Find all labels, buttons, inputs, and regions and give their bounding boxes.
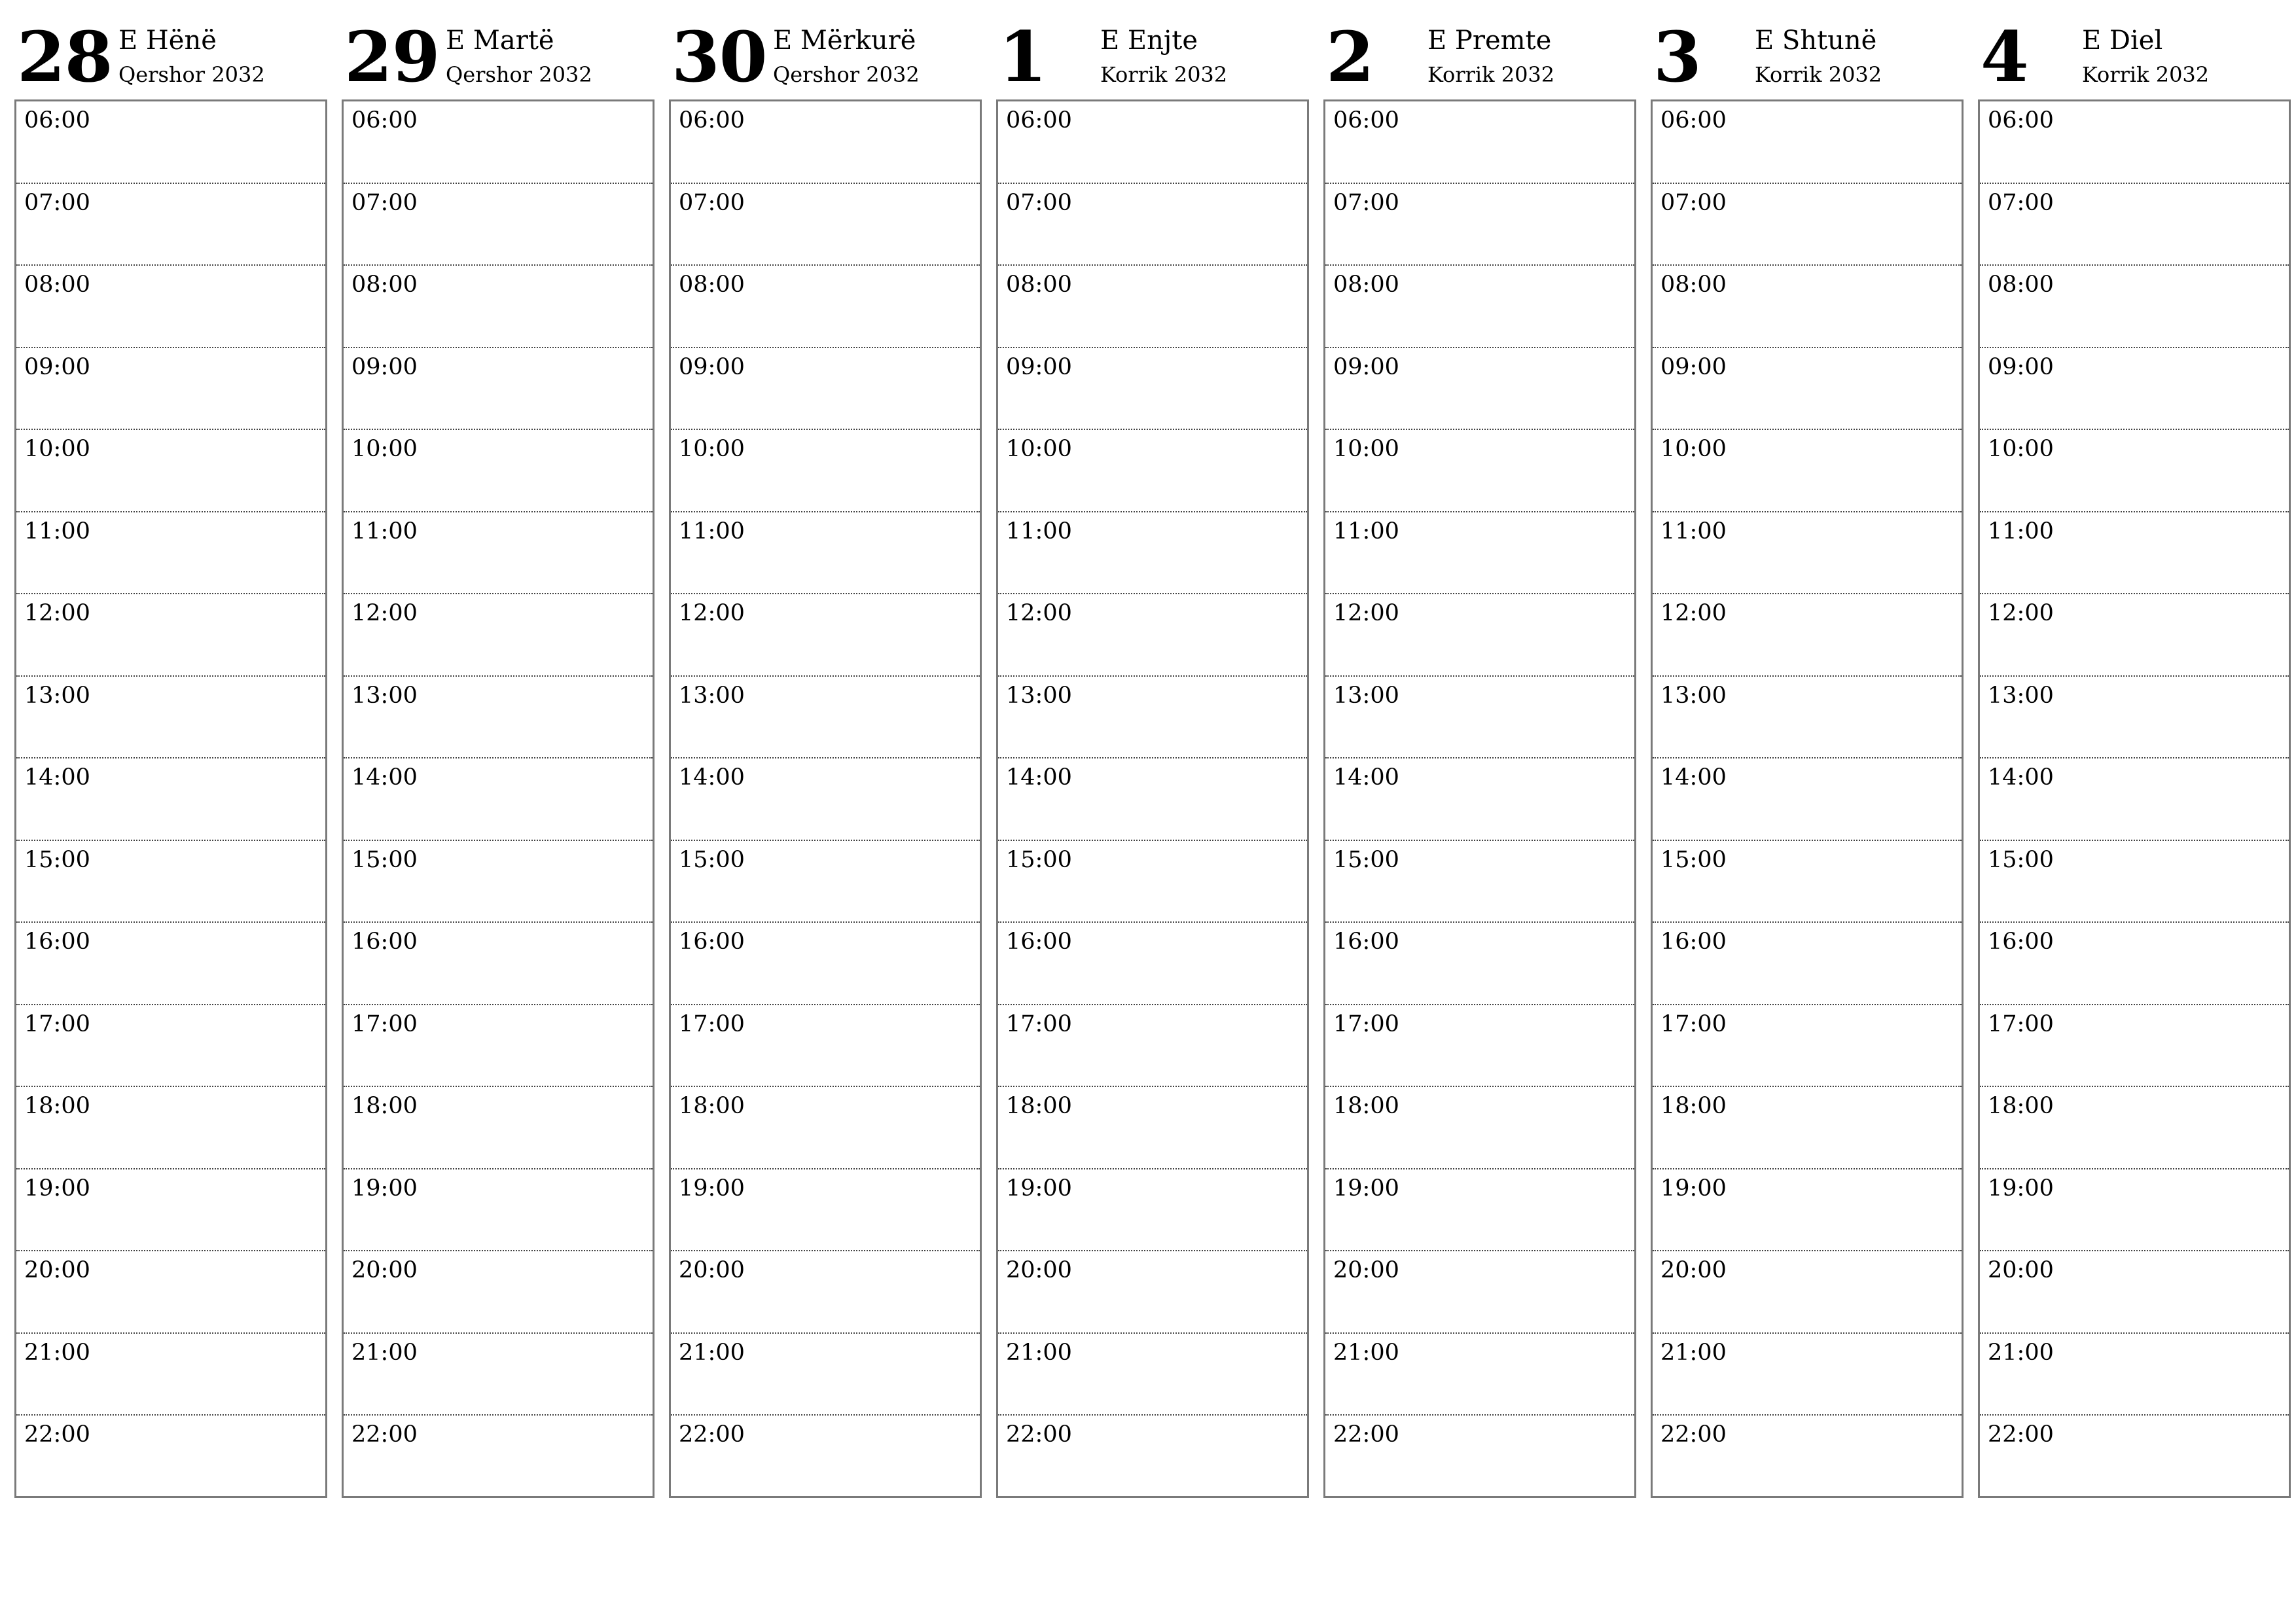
time-label: 13:00 xyxy=(1006,682,1072,709)
weekday-name: E Martë xyxy=(446,26,554,56)
time-label: 22:00 xyxy=(24,1421,90,1448)
time-slot[interactable] xyxy=(1980,512,2289,595)
time-label: 18:00 xyxy=(1660,1093,1727,1119)
time-slot[interactable] xyxy=(344,1334,653,1416)
time-label: 16:00 xyxy=(1006,929,1072,955)
time-slot[interactable] xyxy=(1325,594,1634,677)
time-label: 10:00 xyxy=(1660,436,1727,462)
day-column xyxy=(1978,0,2291,1498)
time-slot[interactable] xyxy=(671,430,980,512)
time-slot[interactable] xyxy=(1325,1169,1634,1252)
time-label: 09:00 xyxy=(1333,353,1399,380)
day-number: 30 xyxy=(672,16,767,98)
time-label: 15:00 xyxy=(24,846,90,873)
month-year: Korrik 2032 xyxy=(1755,62,1882,87)
time-label: 13:00 xyxy=(1988,682,2054,709)
time-slot[interactable] xyxy=(671,594,980,677)
time-label: 11:00 xyxy=(1988,518,2054,544)
time-slot[interactable] xyxy=(16,512,325,595)
time-slot[interactable] xyxy=(344,1169,653,1252)
time-slot[interactable] xyxy=(1980,1334,2289,1416)
time-slot[interactable] xyxy=(998,1087,1307,1169)
time-slot[interactable] xyxy=(1980,758,2289,841)
time-label: 18:00 xyxy=(351,1093,418,1119)
time-label: 18:00 xyxy=(24,1093,90,1119)
time-slot[interactable] xyxy=(344,758,653,841)
day-number: 1 xyxy=(999,16,1047,98)
time-slot[interactable] xyxy=(16,594,325,677)
time-label: 08:00 xyxy=(679,272,745,298)
time-label: 21:00 xyxy=(24,1339,90,1366)
time-label: 11:00 xyxy=(1333,518,1399,544)
hour-grid xyxy=(1651,99,1964,1498)
time-label: 11:00 xyxy=(1660,518,1727,544)
time-slot[interactable] xyxy=(671,1169,980,1252)
time-slot[interactable] xyxy=(671,266,980,348)
time-label: 07:00 xyxy=(1660,189,1727,216)
time-label: 20:00 xyxy=(679,1257,745,1283)
time-label: 10:00 xyxy=(24,436,90,462)
time-slot[interactable] xyxy=(344,512,653,595)
time-slot[interactable] xyxy=(344,677,653,759)
day-header xyxy=(1323,0,1636,99)
time-label: 06:00 xyxy=(1660,107,1727,134)
time-label: 19:00 xyxy=(1333,1175,1399,1202)
time-slot[interactable] xyxy=(1980,594,2289,677)
time-label: 17:00 xyxy=(679,1010,745,1037)
time-label: 10:00 xyxy=(1333,436,1399,462)
time-slot[interactable] xyxy=(16,758,325,841)
day-header xyxy=(1651,0,1964,99)
time-slot[interactable] xyxy=(671,841,980,923)
time-slot[interactable] xyxy=(998,1005,1307,1088)
time-slot[interactable] xyxy=(1653,758,1962,841)
time-label: 13:00 xyxy=(1333,682,1399,709)
time-label: 18:00 xyxy=(1988,1093,2054,1119)
time-label: 13:00 xyxy=(24,682,90,709)
time-label: 22:00 xyxy=(679,1421,745,1448)
time-slot[interactable] xyxy=(1653,1334,1962,1416)
hour-grid xyxy=(1323,99,1636,1498)
time-slot[interactable] xyxy=(1325,1005,1634,1088)
time-slot[interactable] xyxy=(344,1087,653,1169)
time-slot[interactable] xyxy=(1653,101,1962,184)
time-label: 12:00 xyxy=(679,600,745,626)
time-slot[interactable] xyxy=(671,101,980,184)
time-label: 18:00 xyxy=(679,1093,745,1119)
month-year: Qershor 2032 xyxy=(773,62,920,87)
day-column xyxy=(996,0,1309,1498)
time-slot[interactable] xyxy=(16,1251,325,1334)
time-slot[interactable] xyxy=(998,758,1307,841)
hour-grid xyxy=(996,99,1309,1498)
month-year: Qershor 2032 xyxy=(118,62,265,87)
time-label: 16:00 xyxy=(351,929,418,955)
time-slot[interactable] xyxy=(998,184,1307,266)
time-slot[interactable] xyxy=(344,101,653,184)
time-slot[interactable] xyxy=(1980,677,2289,759)
time-slot[interactable] xyxy=(16,348,325,431)
time-label: 15:00 xyxy=(351,846,418,873)
time-label: 20:00 xyxy=(1988,1257,2054,1283)
hour-grid xyxy=(1978,99,2291,1498)
day-header xyxy=(996,0,1309,99)
time-label: 15:00 xyxy=(1660,846,1727,873)
time-slot[interactable] xyxy=(998,266,1307,348)
time-slot[interactable] xyxy=(1980,348,2289,431)
time-slot[interactable] xyxy=(1325,101,1634,184)
day-column xyxy=(1651,0,1964,1498)
time-label: 16:00 xyxy=(1988,929,2054,955)
time-slot[interactable] xyxy=(1653,1251,1962,1334)
time-label: 13:00 xyxy=(351,682,418,709)
time-slot[interactable] xyxy=(1980,1005,2289,1088)
time-slot[interactable] xyxy=(344,1005,653,1088)
time-label: 21:00 xyxy=(351,1339,418,1366)
time-label: 06:00 xyxy=(1333,107,1399,134)
time-label: 12:00 xyxy=(24,600,90,626)
time-label: 08:00 xyxy=(351,272,418,298)
time-label: 17:00 xyxy=(351,1010,418,1037)
time-slot[interactable] xyxy=(1325,184,1634,266)
time-label: 20:00 xyxy=(24,1257,90,1283)
time-slot[interactable] xyxy=(1653,184,1962,266)
time-label: 18:00 xyxy=(1006,1093,1072,1119)
time-label: 07:00 xyxy=(1333,189,1399,216)
time-label: 19:00 xyxy=(1006,1175,1072,1202)
time-label: 06:00 xyxy=(1006,107,1072,134)
time-slot[interactable] xyxy=(998,1169,1307,1252)
time-slot[interactable] xyxy=(998,1251,1307,1334)
time-slot[interactable] xyxy=(671,348,980,431)
time-label: 10:00 xyxy=(351,436,418,462)
day-header xyxy=(1978,0,2291,99)
time-label: 11:00 xyxy=(24,518,90,544)
time-label: 20:00 xyxy=(1006,1257,1072,1283)
time-label: 06:00 xyxy=(24,107,90,134)
time-label: 21:00 xyxy=(679,1339,745,1366)
time-slot[interactable] xyxy=(344,923,653,1005)
time-label: 14:00 xyxy=(1660,764,1727,791)
month-year: Korrik 2032 xyxy=(1427,62,1555,87)
time-label: 12:00 xyxy=(1006,600,1072,626)
time-slot[interactable] xyxy=(1653,594,1962,677)
weekday-name: E Hënë xyxy=(118,26,217,56)
time-slot[interactable] xyxy=(1980,841,2289,923)
time-slot[interactable] xyxy=(1325,348,1634,431)
time-slot[interactable] xyxy=(16,1334,325,1416)
time-label: 15:00 xyxy=(679,846,745,873)
time-label: 21:00 xyxy=(1006,1339,1072,1366)
time-label: 21:00 xyxy=(1988,1339,2054,1366)
time-label: 07:00 xyxy=(679,189,745,216)
hour-grid xyxy=(342,99,655,1498)
time-label: 13:00 xyxy=(1660,682,1727,709)
time-slot[interactable] xyxy=(1325,1251,1634,1334)
day-column xyxy=(669,0,982,1498)
time-label: 20:00 xyxy=(351,1257,418,1283)
day-column xyxy=(1323,0,1636,1498)
time-label: 09:00 xyxy=(1006,353,1072,380)
time-label: 10:00 xyxy=(1988,436,2054,462)
time-slot[interactable] xyxy=(1325,758,1634,841)
time-label: 19:00 xyxy=(1660,1175,1727,1202)
time-label: 16:00 xyxy=(1660,929,1727,955)
time-label: 22:00 xyxy=(1006,1421,1072,1448)
time-slot[interactable] xyxy=(1980,101,2289,184)
time-slot[interactable] xyxy=(998,923,1307,1005)
time-label: 13:00 xyxy=(679,682,745,709)
time-label: 09:00 xyxy=(24,353,90,380)
time-slot[interactable] xyxy=(671,923,980,1005)
time-slot[interactable] xyxy=(671,1087,980,1169)
time-label: 18:00 xyxy=(1333,1093,1399,1119)
time-label: 22:00 xyxy=(1988,1421,2054,1448)
time-label: 14:00 xyxy=(351,764,418,791)
day-number: 28 xyxy=(17,16,113,98)
time-label: 08:00 xyxy=(1988,272,2054,298)
time-slot[interactable] xyxy=(1653,1087,1962,1169)
time-label: 17:00 xyxy=(1006,1010,1072,1037)
time-slot[interactable] xyxy=(671,512,980,595)
time-label: 22:00 xyxy=(351,1421,418,1448)
time-label: 19:00 xyxy=(24,1175,90,1202)
time-label: 07:00 xyxy=(351,189,418,216)
time-label: 21:00 xyxy=(1333,1339,1399,1366)
time-slot[interactable] xyxy=(998,348,1307,431)
time-label: 11:00 xyxy=(679,518,745,544)
weekly-planner xyxy=(14,0,2291,1498)
time-slot[interactable] xyxy=(1980,1251,2289,1334)
time-label: 12:00 xyxy=(1333,600,1399,626)
time-label: 11:00 xyxy=(1006,518,1072,544)
time-slot[interactable] xyxy=(16,677,325,759)
time-label: 19:00 xyxy=(351,1175,418,1202)
time-label: 09:00 xyxy=(1660,353,1727,380)
hour-grid xyxy=(669,99,982,1498)
time-label: 08:00 xyxy=(24,272,90,298)
hour-grid xyxy=(14,99,327,1498)
time-label: 17:00 xyxy=(24,1010,90,1037)
time-slot[interactable] xyxy=(1653,677,1962,759)
time-label: 08:00 xyxy=(1660,272,1727,298)
time-label: 14:00 xyxy=(24,764,90,791)
time-slot[interactable] xyxy=(16,1087,325,1169)
time-label: 19:00 xyxy=(679,1175,745,1202)
time-slot[interactable] xyxy=(1325,266,1634,348)
time-label: 07:00 xyxy=(24,189,90,216)
weekday-name: E Diel xyxy=(2082,26,2163,56)
time-label: 07:00 xyxy=(1988,189,2054,216)
time-slot[interactable] xyxy=(344,430,653,512)
time-label: 17:00 xyxy=(1988,1010,2054,1037)
time-label: 07:00 xyxy=(1006,189,1072,216)
time-label: 22:00 xyxy=(1660,1421,1727,1448)
time-label: 10:00 xyxy=(679,436,745,462)
time-label: 08:00 xyxy=(1333,272,1399,298)
time-slot[interactable] xyxy=(344,1251,653,1334)
time-label: 06:00 xyxy=(1988,107,2054,134)
time-label: 20:00 xyxy=(1660,1257,1727,1283)
time-label: 19:00 xyxy=(1988,1175,2054,1202)
month-year: Korrik 2032 xyxy=(1100,62,1228,87)
time-label: 14:00 xyxy=(679,764,745,791)
time-slot[interactable] xyxy=(16,923,325,1005)
time-slot[interactable] xyxy=(671,1251,980,1334)
time-slot[interactable] xyxy=(1325,430,1634,512)
time-label: 14:00 xyxy=(1988,764,2054,791)
time-slot[interactable] xyxy=(1653,512,1962,595)
time-label: 08:00 xyxy=(1006,272,1072,298)
time-slot[interactable] xyxy=(16,266,325,348)
time-label: 06:00 xyxy=(351,107,418,134)
weekday-name: E Mërkurë xyxy=(773,26,916,56)
day-header xyxy=(342,0,655,99)
day-number: 3 xyxy=(1653,16,1701,98)
time-slot[interactable] xyxy=(16,430,325,512)
time-label: 16:00 xyxy=(1333,929,1399,955)
time-label: 12:00 xyxy=(1660,600,1727,626)
time-label: 17:00 xyxy=(1660,1010,1727,1037)
time-slot[interactable] xyxy=(671,677,980,759)
time-slot[interactable] xyxy=(16,101,325,184)
time-slot[interactable] xyxy=(1980,184,2289,266)
time-label: 11:00 xyxy=(351,518,418,544)
time-slot[interactable] xyxy=(998,1334,1307,1416)
time-label: 15:00 xyxy=(1988,846,2054,873)
time-slot[interactable] xyxy=(998,101,1307,184)
time-slot[interactable] xyxy=(671,758,980,841)
weekday-name: E Premte xyxy=(1427,26,1552,56)
time-slot[interactable] xyxy=(671,1005,980,1088)
month-year: Korrik 2032 xyxy=(2082,62,2210,87)
time-slot[interactable] xyxy=(16,1169,325,1252)
time-slot[interactable] xyxy=(998,430,1307,512)
time-label: 21:00 xyxy=(1660,1339,1727,1366)
time-slot[interactable] xyxy=(1325,923,1634,1005)
time-slot[interactable] xyxy=(344,266,653,348)
time-slot[interactable] xyxy=(1980,266,2289,348)
time-label: 12:00 xyxy=(1988,600,2054,626)
time-slot[interactable] xyxy=(1325,677,1634,759)
day-column xyxy=(14,0,327,1498)
time-slot[interactable] xyxy=(1980,430,2289,512)
time-slot[interactable] xyxy=(1653,923,1962,1005)
day-number: 29 xyxy=(344,16,440,98)
day-number: 2 xyxy=(1326,16,1374,98)
time-slot[interactable] xyxy=(1980,1169,2289,1252)
time-slot[interactable] xyxy=(1980,923,2289,1005)
time-slot[interactable] xyxy=(344,184,653,266)
time-slot[interactable] xyxy=(1653,266,1962,348)
time-slot[interactable] xyxy=(1653,430,1962,512)
time-slot[interactable] xyxy=(998,594,1307,677)
time-slot[interactable] xyxy=(998,677,1307,759)
time-label: 15:00 xyxy=(1006,846,1072,873)
time-slot[interactable] xyxy=(1980,1087,2289,1169)
time-slot[interactable] xyxy=(1325,841,1634,923)
time-slot[interactable] xyxy=(1325,1087,1634,1169)
time-label: 16:00 xyxy=(24,929,90,955)
time-slot[interactable] xyxy=(1653,1005,1962,1088)
time-slot[interactable] xyxy=(1653,1169,1962,1252)
time-label: 10:00 xyxy=(1006,436,1072,462)
time-slot[interactable] xyxy=(1653,348,1962,431)
time-slot[interactable] xyxy=(16,184,325,266)
day-header xyxy=(14,0,327,99)
time-label: 12:00 xyxy=(351,600,418,626)
day-header xyxy=(669,0,982,99)
time-slot[interactable] xyxy=(344,841,653,923)
time-label: 09:00 xyxy=(1988,353,2054,380)
time-label: 14:00 xyxy=(1333,764,1399,791)
time-slot[interactable] xyxy=(344,594,653,677)
time-label: 06:00 xyxy=(679,107,745,134)
time-slot[interactable] xyxy=(16,841,325,923)
time-label: 15:00 xyxy=(1333,846,1399,873)
time-label: 17:00 xyxy=(1333,1010,1399,1037)
time-slot[interactable] xyxy=(16,1005,325,1088)
time-slot[interactable] xyxy=(998,841,1307,923)
time-slot[interactable] xyxy=(1653,841,1962,923)
day-column xyxy=(342,0,655,1498)
time-label: 09:00 xyxy=(679,353,745,380)
time-slot[interactable] xyxy=(344,348,653,431)
weekday-name: E Enjte xyxy=(1100,26,1198,56)
month-year: Qershor 2032 xyxy=(446,62,592,87)
time-slot[interactable] xyxy=(671,184,980,266)
weekday-name: E Shtunë xyxy=(1755,26,1877,56)
time-slot[interactable] xyxy=(998,512,1307,595)
time-slot[interactable] xyxy=(1325,1334,1634,1416)
time-label: 22:00 xyxy=(1333,1421,1399,1448)
time-label: 16:00 xyxy=(679,929,745,955)
time-label: 14:00 xyxy=(1006,764,1072,791)
time-label: 09:00 xyxy=(351,353,418,380)
day-number: 4 xyxy=(1981,16,2028,98)
time-label: 20:00 xyxy=(1333,1257,1399,1283)
time-slot[interactable] xyxy=(1325,512,1634,595)
time-slot[interactable] xyxy=(671,1334,980,1416)
